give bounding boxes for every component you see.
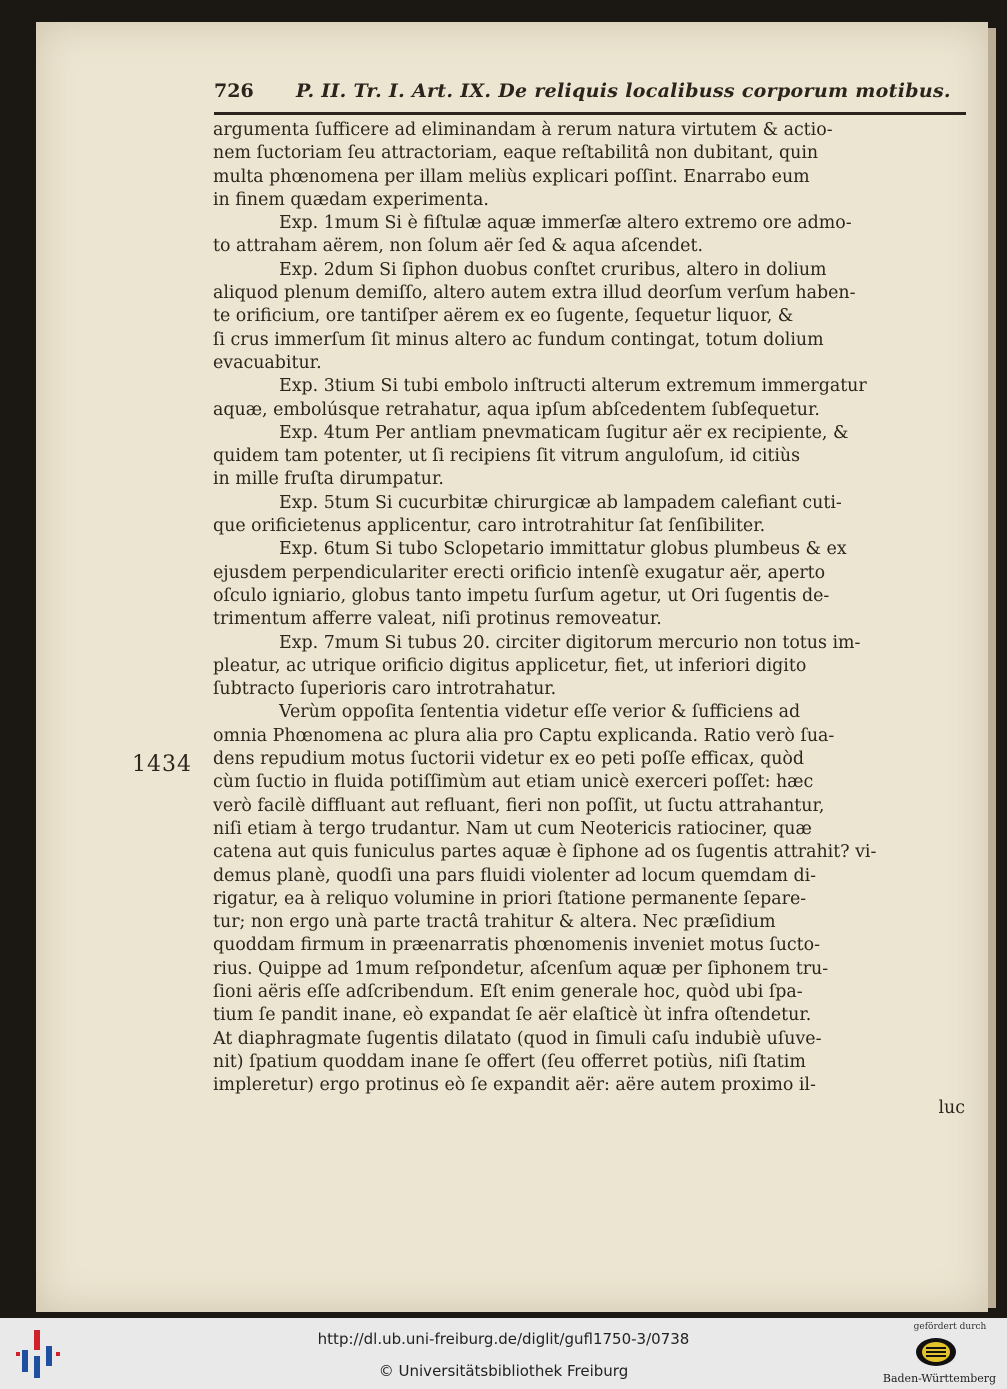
text-line: Exp. 6tum Si tubo Sclopetario immittatur globus plumbeus & ex xyxy=(279,539,847,560)
running-header xyxy=(214,78,969,112)
header-rule xyxy=(214,112,966,115)
text-line: catena aut quis funiculus partes aquæ è ſiphone ad os ſugentis attrahit? vi- xyxy=(213,842,877,863)
text-line: omnia Phœnomena ac plura alia pro Captu explicanda. Ratio verò ſua- xyxy=(213,725,835,746)
text-line: to attraham aërem, non ſolum aër ſed & aqua aſcendet. xyxy=(213,236,703,257)
text-line: ejusdem perpendiculariter erecti orificio intenſè exugatur aër, aperto xyxy=(213,562,826,583)
text-line: dens repudium motus ſuctorii videtur ex eo peti poſſe efficax, quòd xyxy=(213,749,805,770)
text-line: verò facilè diffluant aut refluant, fieri non poſſit, ut ſuctu attrahantur, xyxy=(213,795,825,816)
text-line: nem ſuctoriam ſeu attractoriam, eaque reſtabilitâ non dubitant, quin xyxy=(213,143,819,164)
text-line: trimentum afferre valeat, niſi protinus removeatur. xyxy=(213,609,662,630)
page-edge xyxy=(988,28,996,1308)
text-line: Exp. 7mum Si tubus 20. circiter digitorum mercurio non totus im- xyxy=(279,632,861,653)
sponsor-name: Baden-Württemberg xyxy=(882,1372,997,1385)
text-line: oſculo igniario, globus tanto impetu ſurſum agetur, ut Ori ſugentis de- xyxy=(213,585,830,606)
text-line: ſi crus immerſum ſit minus altero ac fundum contingat, totum dolium xyxy=(213,329,824,350)
running-title: P. II. Tr. I. Art. IX. De reliquis localibuss corporum motibus. xyxy=(296,80,951,102)
text-line: Exp. 2dum Si ſiphon duobus conſtet cruribus, altero in dolium xyxy=(279,259,827,280)
text-line: ſioni aëris eſſe adſcribendum. Eſt enim generale hoc, quòd ubi ſpa- xyxy=(213,981,803,1002)
body-text xyxy=(213,119,965,1121)
text-line: cùm ſuctio in fluida potiſſimùm aut etiam unicè exerceri poſſet: hæc xyxy=(213,772,814,793)
text-line: in finem quædam experimenta. xyxy=(213,189,489,210)
text-line: Exp. 5tum Si cucurbitæ chirurgicæ ab lampadem calefiant cuti- xyxy=(279,492,842,513)
text-line: nit) ſpatium quoddam inane ſe offert (ſeu offerret potiùs, niſi ſtatim xyxy=(213,1051,806,1072)
text-line: rigatur, ea à reliquo volumine in priori ſtatione permanente ſepare- xyxy=(213,888,807,909)
text-line: evacuabitur. xyxy=(213,352,322,373)
text-line: ſubtracto ſuperioris caro introtrahatur. xyxy=(213,679,557,700)
text-line: que orificietenus applicentur, caro introtrahitur ſat ſenſibiliter. xyxy=(213,516,766,537)
text-line: niſi etiam à tergo trudantur. Nam ut cum Neotericis ratiociner, quæ xyxy=(213,818,812,839)
page-number: 726 xyxy=(214,80,254,102)
text-line: aliquod plenum demiſſo, altero autem extra illud deorſum verſum haben- xyxy=(213,283,856,304)
text-line: quoddam firmum in præenarratis phœnomenis inveniet motus ſucto- xyxy=(213,935,820,956)
source-url[interactable]: http://dl.ub.uni-freiburg.de/diglit/gufl1750-3/0738 xyxy=(317,1330,690,1348)
text-line: quidem tam potenter, ut ſi recipiens ſit vitrum anguloſum, id citiùs xyxy=(213,446,801,467)
text-line: te orificium, ore tantiſper aërem ex eo ſugente, ſequetur liquor, & xyxy=(213,306,794,327)
text-line: Verùm oppoſita ſententia videtur eſſe verior & ſufficiens ad xyxy=(279,702,801,723)
text-line: argumenta ſufficere ad eliminandam à rerum natura virtutem & actio- xyxy=(213,120,833,140)
text-line: multa phœnomena per illam meliùs explicari poſſint. Enarrabo eum xyxy=(213,166,810,187)
text-line: in mille fruſta dirumpatur. xyxy=(213,469,444,490)
text-line: luc xyxy=(938,1098,965,1119)
text-line: tium ſe pandit inane, eò expandat ſe aër elaſticè ùt infra oſtendetur. xyxy=(213,1005,812,1026)
text-line: rius. Quippe ad 1mum reſpondetur, aſcenſum aquæ per ſiphonem tru- xyxy=(213,958,829,979)
sponsor-label: gefördert durch xyxy=(913,1322,987,1332)
baden-wuerttemberg-seal-icon xyxy=(912,1336,960,1368)
text-line: Exp. 4tum Per antliam pnevmaticam ſugitur aër ex recipiente, & xyxy=(279,422,849,443)
text-line: tur; non ergo unà parte tractâ trahitur & altera. Nec præſidium xyxy=(213,912,776,933)
text-line: At diaphragmate ſugentis dilatato (quod in ſimuli caſu indubiè uſuve- xyxy=(213,1028,822,1049)
text-line: pleatur, ac utrique orificio digitus applicetur, fiet, ut inferiori digito xyxy=(213,655,807,676)
text-line: Exp. 1mum Si è fiſtulæ aquæ immerſæ altero extremo ore admo- xyxy=(279,213,852,234)
copyright: © Universitätsbibliothek Freiburg xyxy=(378,1362,629,1380)
text-line: demus planè, quodſi una pars fluidi violenter ad locum quemdam di- xyxy=(213,865,817,886)
text-line: impleretur) ergo protinus eò ſe expandit aër: aëre autem proximo il- xyxy=(213,1075,816,1096)
margin-number: 1434 xyxy=(132,752,192,777)
text-line: Exp. 3tium Si tubi embolo inſtructi alterum extremum immergatur xyxy=(279,376,867,397)
text-line: aquæ, embolúsque retrahatur, aqua ipſum abſcedentem ſubſequetur. xyxy=(213,399,820,420)
